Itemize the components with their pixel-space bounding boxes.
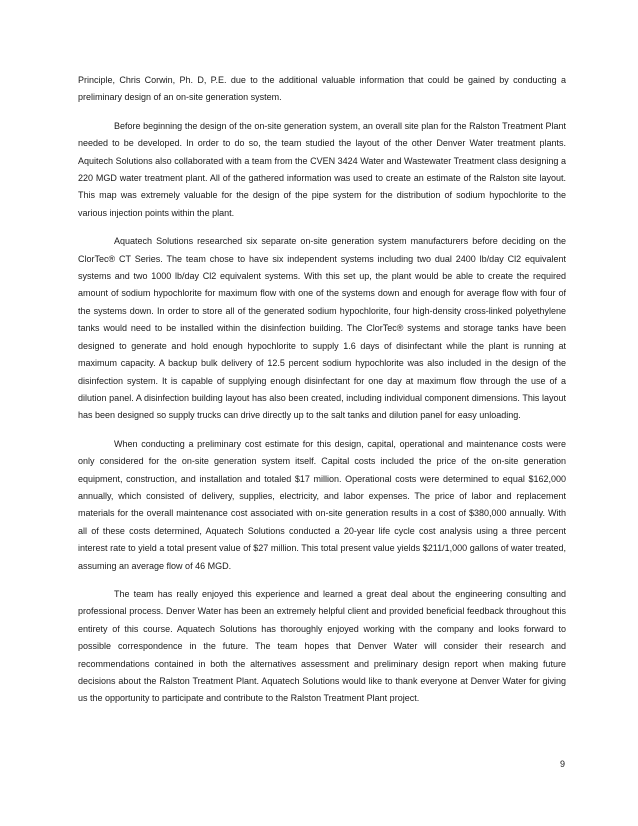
page-number: 9 [559, 759, 565, 769]
paragraph-2: Before beginning the design of the on-site generation system, an overall site plan for the Ralston Treatment Plant needed to be developed. In order to do so, the team studied the layout of the other Denver Water treatment plants. Aquitech Solutions also collaborated with a team from the CVEN 3424 Water and Wastewater Treatment class designing a 220 MGD water treatment plant. All of the gathered information was used to create an estimate of the Ralston site layout. This map was extremely valuable for the design of the pipe system for the distribution of sodium hypochlorite to the various injection points within the plant. [78, 120, 566, 218]
paragraph-4: When conducting a preliminary cost estimate for this design, capital, operational and maintenance costs were only considered for the on-site generation system itself. Capital costs included the price of the on-site generation equipment, construction, and installation and totaled $17 million. Operational costs were determined to equal $162,000 annually, which consisted of delivery, supplies, electricity, and labor expenses. The price of labor and replacement materials for the overall maintenance cost associated with on-site generation results in a cost of $380,000 annually. With all of these costs determined, Aquatech Solutions conducted a 20-year life cycle cost analysis using a three percent interest rate to yield a total present value of $27 million. This total present value yields $211/1,000 gallons of water treated, assuming an average flow of 46 MGD. [78, 438, 566, 571]
paragraph-5: The team has really enjoyed this experience and learned a great deal about the engineering consulting and professional process. Denver Water has been an extremely helpful client and provided beneficial feedback throughout this entirety of this course. Aquatech Solutions has thoroughly enjoyed working with the company and looks forward to possible correspondence in the future. The team hopes that Denver Water will consider their research and recommendations contained in both the alternatives assessment and preliminary design report when making future decisions about the Ralston Treatment Plant. Aquatech Solutions would like to thank everyone at Denver Water for giving us the opportunity to participate and contribute to the Ralston Treatment Plant project. [78, 588, 566, 704]
paragraph-1: Principle, Chris Corwin, Ph. D, P.E. due to the additional valuable information that could be gained by conducting a preliminary design of an on-site generation system. [78, 75, 566, 103]
paragraph-3: Aquatech Solutions researched six separate on-site generation system manufacturers before deciding on the ClorTec® CT Series. The team chose to have six independent systems including two dual 2400 lb/day Cl2 equivalent systems and two 1000 lb/day Cl2 equivalent systems. With this set up, the plant would be able to create the required amount of sodium hypochlorite for maximum flow with one of the systems down and enough for average flow with four of the systems down. In order to store all of the generated sodium hypochlorite, four high-density cross-linked polyethylene tanks would need to be installed within the disinfection building. The ClorTec® systems and storage tanks have been designed to generate and hold enough hypochlorite to supply 1.6 days of disinfectant while the plant is running at maximum capacity. A backup bulk delivery of 12.5 percent sodium hypochlorite was also included in the design of the disinfection system. It is capable of supplying enough disinfectant for one day at maximum flow through the use of a dilution panel. A disinfection building layout has also been created, including individual component dimensions. This layout has been designed so supply trucks can drive directly up to the salt tanks and dilution panel for easy unloading. [78, 236, 566, 421]
body-text [78, 72, 566, 719]
